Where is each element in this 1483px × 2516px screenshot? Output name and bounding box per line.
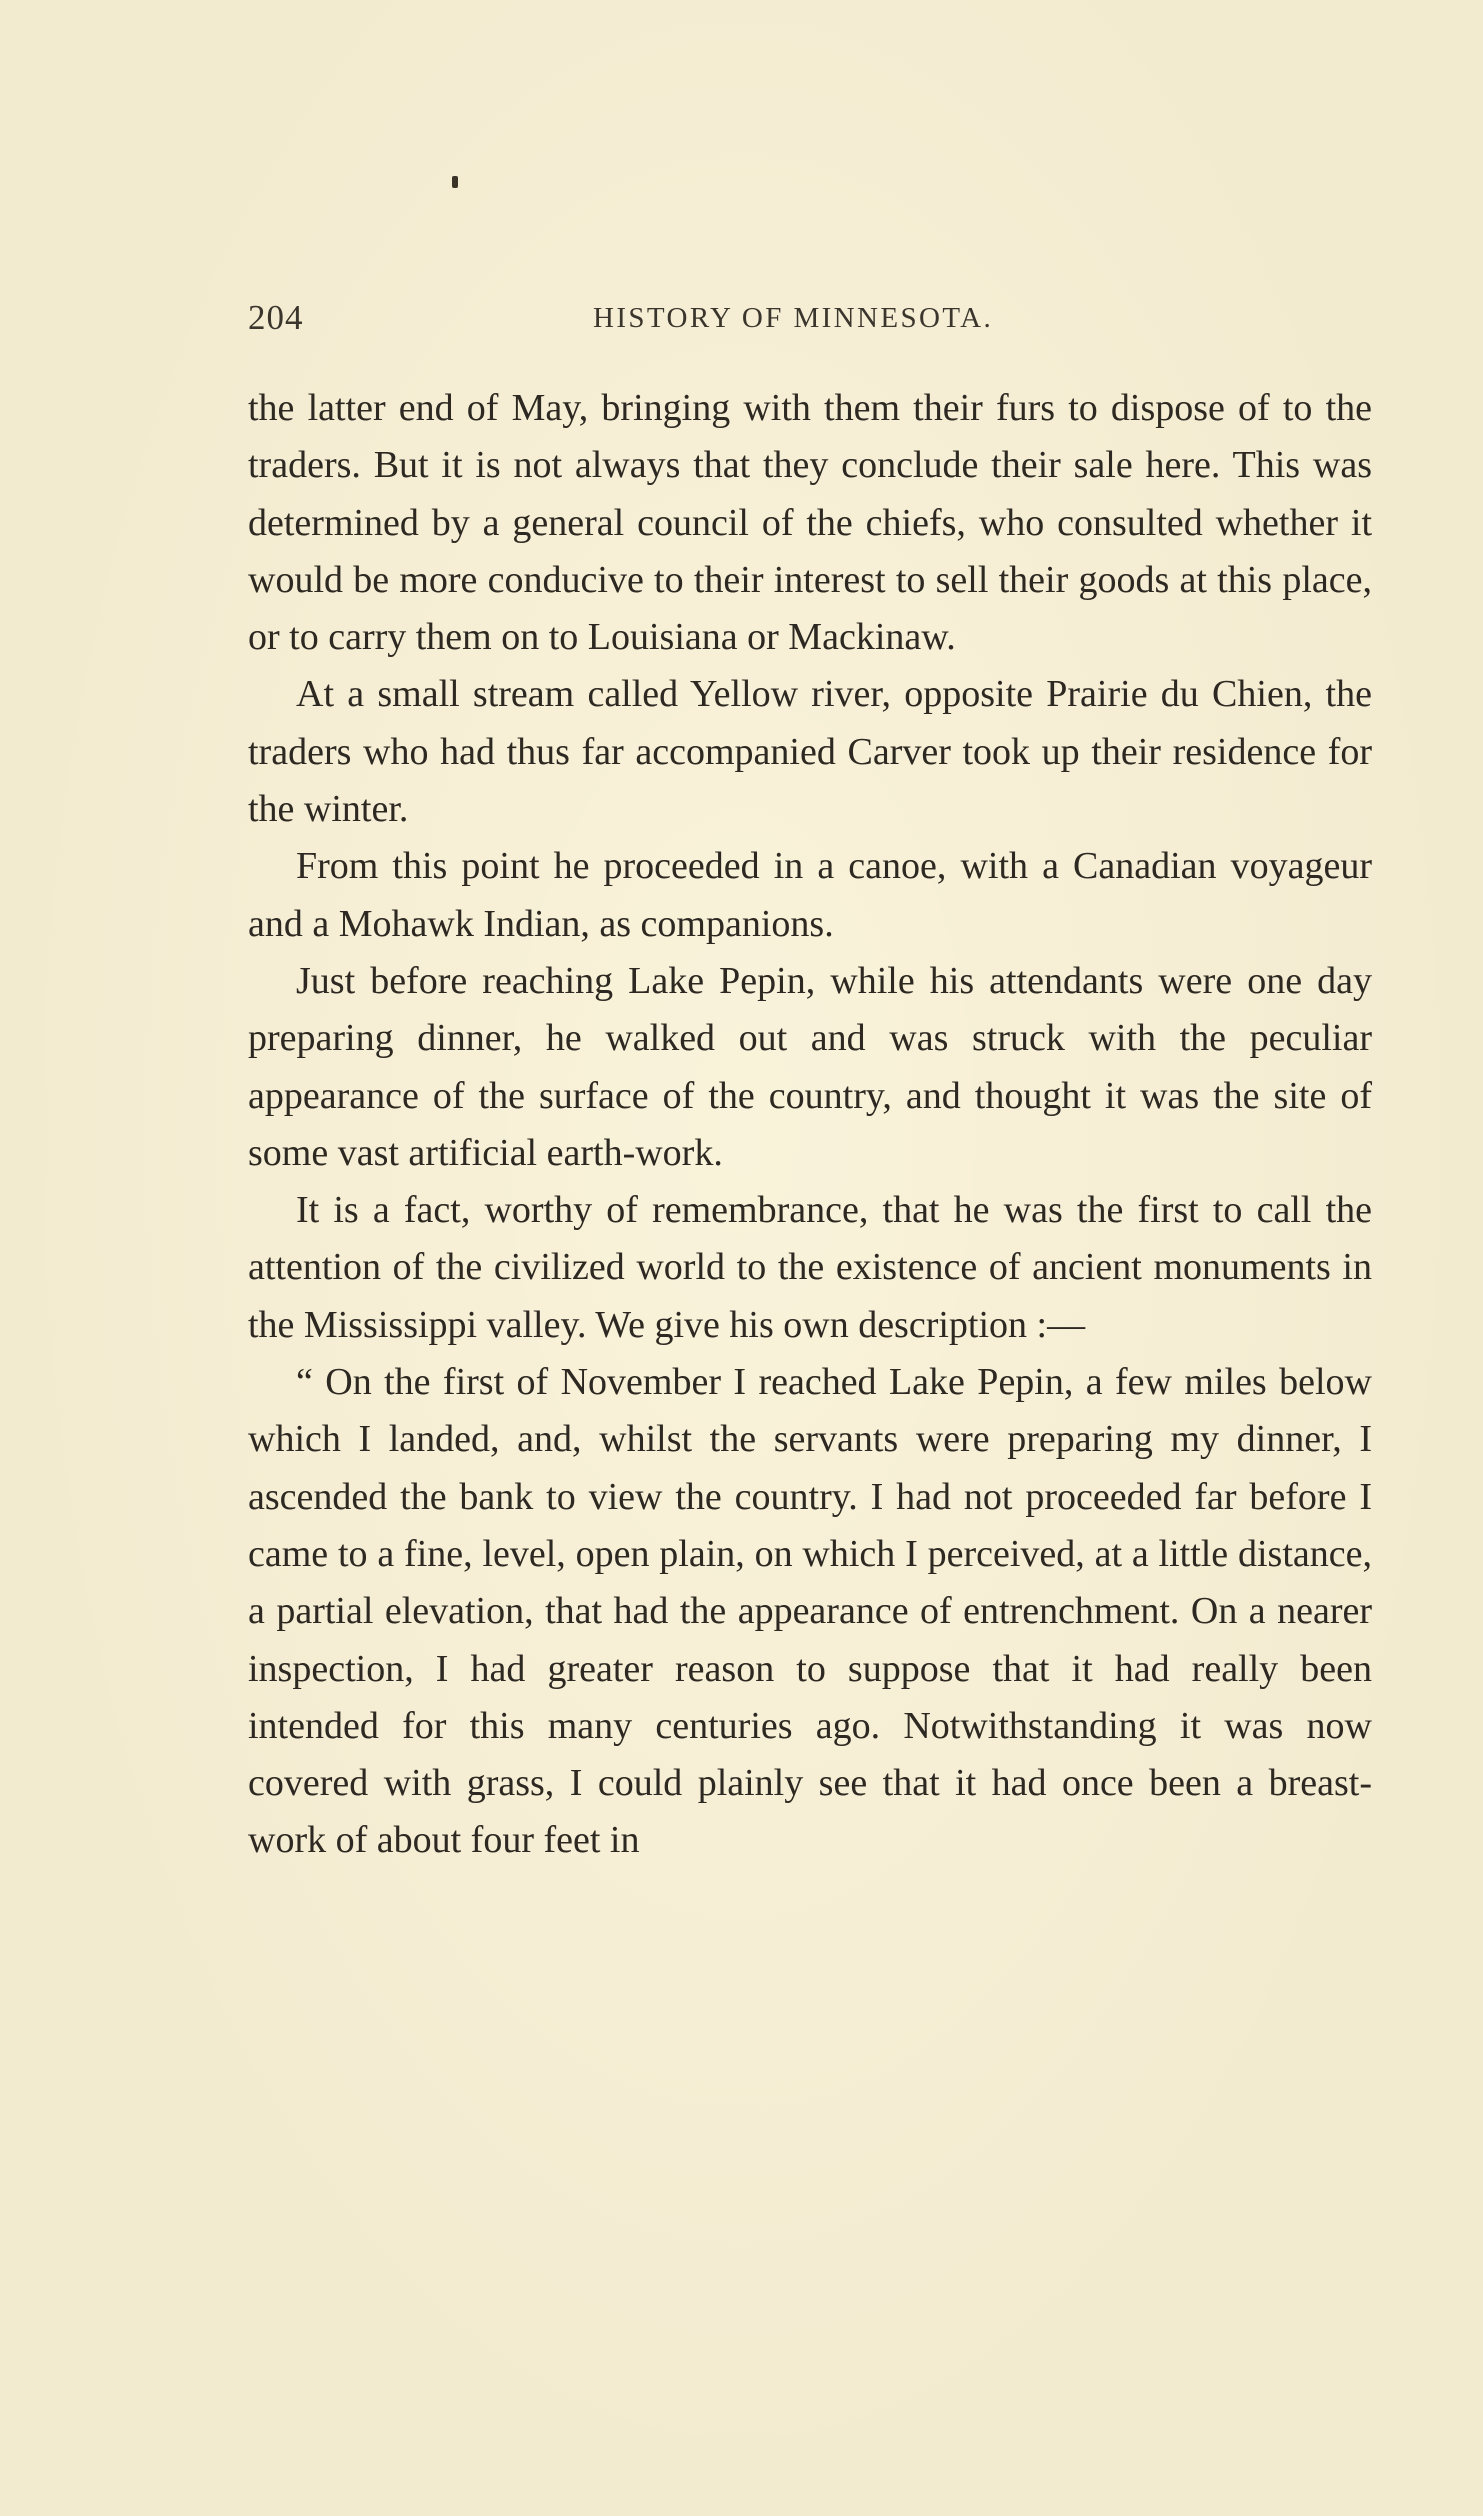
paragraph-canoe: From this point he proceeded in a canoe, with a Canadian voyageur and a Mohawk Indian, as companions.	[248, 845, 1372, 945]
paragraph-ancient-monuments: It is a fact, worthy of remembrance, that he was the first to call the attention of the civilized world to the existence of ancient monuments in the Mississippi valley. We give his own description :—	[248, 1189, 1372, 1346]
page-header	[248, 298, 1372, 344]
paragraph-yellow-river: At a small stream called Yellow river, opposite Prairie du Chien, the traders who had thus far accompanied Carver took up their residence for the winter.	[248, 673, 1372, 831]
paragraph-lake-pepin: Just before reaching Lake Pepin, while his attendants were one day preparing dinner, he walked out and was struck with the peculiar appearance of the surface of the country, and thought it was the site of some vast artificial earth-work.	[248, 959, 1372, 1174]
running-title: HISTORY OF MINNESOTA.	[593, 302, 994, 334]
paragraph-quotation: “ On the first of November I reached Lake Pepin, a few miles below which I landed, and, whilst the servants were preparing my dinner, I ascended the bank to view the country. I had not proceeded far before I came to a fine, level, open plain, on which I perceived, at a little distance, a partial elevation, that had the appearance of entrenchment. On a nearer inspection, I had greater reason to suppose that it had really been intended for this many centuries ago. Notwithstanding it was now covered with grass, I could plainly see that it had once been a breast-work of about four feet in	[248, 1361, 1372, 1862]
page-number: 204	[248, 298, 304, 337]
ink-speck	[452, 176, 458, 188]
body-text	[248, 380, 1372, 1870]
paragraph-continuation: the latter end of May, bringing with them their furs to dispose of to the traders. But it is not always that they conclude their sale here. This was determined by a general council of the chiefs, who consulted whether it would be more conducive to their interest to sell their goods at this place, or to carry them on to Louisiana or Mackinaw.	[248, 387, 1372, 659]
